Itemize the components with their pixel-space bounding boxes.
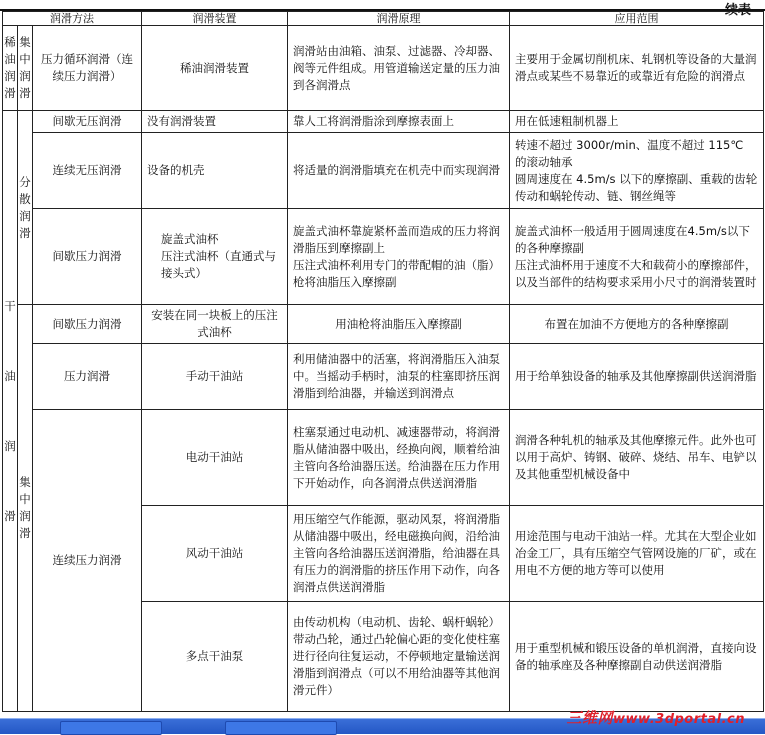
r9-device: 多点干油泵 xyxy=(142,602,288,712)
r5-method: 间歇压力润滑 xyxy=(33,305,142,344)
r5-principle: 用油枪将油脂压入摩擦副 xyxy=(288,305,510,344)
r7-principle: 柱塞泵通过电动机、减速器带动，将润滑脂从储油器中吸出，经换向阀，顺着给油主管向各给油器压送。给油器在压力作用下开始动作，向各润滑点供送润滑脂 xyxy=(288,410,510,506)
header-device: 润滑装置 xyxy=(142,12,288,26)
r9-principle: 由传动机构（电动机、齿轮、蜗杆蜗轮）带动凸轮，通过凸轮偏心距的变化使柱塞进行径向往复运动，不停顿地定量输送润滑脂到润滑点（可以不用给油器等其他润滑元件） xyxy=(288,602,510,712)
r4-principle-2: 压注式油杯利用专门的带配帽的油（脂）枪将油脂压入摩擦副 xyxy=(293,257,501,289)
r5-device: 安装在同一块板上的压注式油杯 xyxy=(142,305,288,344)
r6-scope: 用于给单独设备的轴承及其他摩擦副供送润滑脂 xyxy=(510,344,764,410)
group-grease-label: 干油润滑 xyxy=(4,299,16,523)
r1-method: 压力循环润滑（连续压力润滑） xyxy=(33,26,142,111)
group-grease-dispersed: 分散润滑 xyxy=(18,111,33,305)
header-scope: 应用范围 xyxy=(510,12,764,26)
r4-device xyxy=(142,209,288,305)
group-thin-oil: 稀油润滑 xyxy=(3,26,18,111)
r3-principle: 将适量的润滑脂填充在机壳中而实现润滑 xyxy=(288,133,510,209)
header-principle: 润滑原理 xyxy=(288,12,510,26)
group-thin-central: 集中润滑 xyxy=(18,26,33,111)
r9-scope: 用于重型机械和锻压设备的单机润滑，直接向设备的轴承座及各种摩擦副自动供送润滑脂 xyxy=(510,602,764,712)
watermark-url: www.3dportal.cn xyxy=(613,712,745,727)
group-grease-central: 集中润滑 xyxy=(18,305,33,712)
r4-device-1: 旋盖式油杯 xyxy=(161,232,219,246)
r3-scope-2: 圆周速度在 4.5m/s 以下的摩擦副、重载的齿轮传动和蜗轮传动、链、钢丝绳等 xyxy=(515,171,758,203)
r4-method: 间歇压力润滑 xyxy=(33,209,142,305)
r2-method: 间歇无压润滑 xyxy=(33,111,142,133)
lubrication-table xyxy=(2,11,764,712)
r1-device: 稀油润滑装置 xyxy=(142,26,288,111)
r3-scope xyxy=(510,133,764,209)
r4-scope-2: 压注式油杯用于速度不大和载荷小的摩擦部件，以及当部件的结构要求采用小尺寸的润滑装置时 xyxy=(515,257,757,289)
r3-device: 设备的机壳 xyxy=(142,133,288,209)
r3-method: 连续无压润滑 xyxy=(33,133,142,209)
r8-device: 风动干油站 xyxy=(142,506,288,602)
r2-device: 没有润滑装置 xyxy=(142,111,288,133)
r2-scope: 用在低速粗制机器上 xyxy=(510,111,764,133)
r4-scope-1: 旋盖式油杯一般适用于圆周速度在4.5m/s以下的各种摩擦副 xyxy=(515,223,750,255)
header-method: 润滑方法 xyxy=(3,12,142,26)
r3-scope-1: 转速不超过 3000r/min、温度不超过 115℃ 的滚动轴承 xyxy=(515,137,744,169)
watermark xyxy=(567,707,746,728)
r4-principle xyxy=(288,209,510,305)
watermark-brand: 三维网 xyxy=(566,709,614,727)
r5-scope: 布置在加油不方便地方的各种摩擦副 xyxy=(510,305,764,344)
r8-method: 连续压力润滑 xyxy=(33,410,142,712)
r1-scope: 主要用于金属切削机床、轧钢机等设备的大量润滑点或某些不易靠近的或靠近有危险的润滑点 xyxy=(510,26,764,111)
r1-principle: 润滑站由油箱、油泵、过滤器、冷却器、阀等元件组成。用管道输送定量的压力油到各润滑点 xyxy=(288,26,510,111)
r4-principle-1: 旋盖式油杯靠旋紧杯盖而造成的压力将润滑脂压到摩擦副上 xyxy=(293,223,501,255)
r6-principle: 利用储油器中的活塞，将润滑脂压入油泵中。当摇动手柄时，油泵的柱塞即挤压润滑脂到给油器，并输送到润滑点 xyxy=(288,344,510,410)
r7-scope: 润滑各种轧机的轴承及其他摩擦元件。此外也可以用于高炉、铸钢、破碎、烧结、吊车、电铲以及其他重型机械设备中 xyxy=(510,410,764,506)
r6-device: 手动干油站 xyxy=(142,344,288,410)
r4-scope xyxy=(510,209,764,305)
r8-principle: 用压缩空气作能源，驱动风泵，将润滑脂从储油器中吸出，经电磁换向阀，沿给油主管向各给油器压送润滑脂，给油器在具有压力的润滑脂的挤压作用下动作，向各润滑点供送润滑脂 xyxy=(288,506,510,602)
r4-device-2: 压注式油杯（直通式与接头式） xyxy=(161,249,277,280)
r2-principle: 靠人工将润滑脂涂到摩擦表面上 xyxy=(288,111,510,133)
r6-method: 压力润滑 xyxy=(33,344,142,410)
r8-scope: 用途范围与电动干油站一样。尤其在大型企业如冶金工厂，具有压缩空气管网设施的厂矿，或在用电不方便的地方等可以使用 xyxy=(510,506,764,602)
group-grease xyxy=(3,111,18,712)
r7-device: 电动干油站 xyxy=(142,410,288,506)
